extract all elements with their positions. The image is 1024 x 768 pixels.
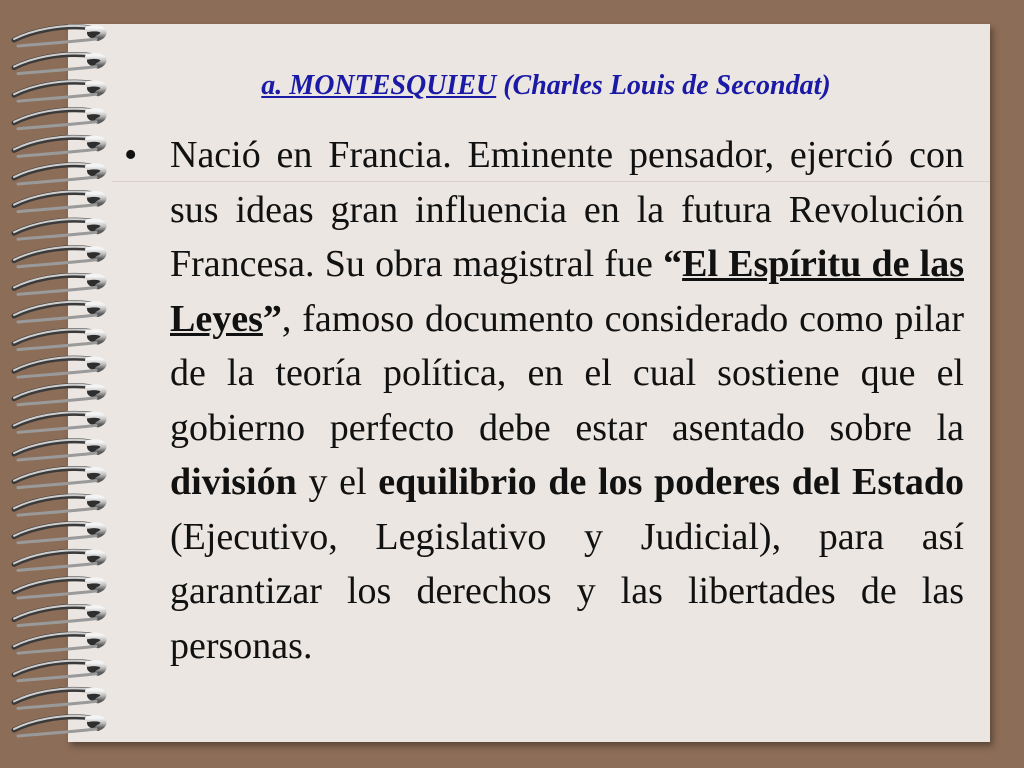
para-text-1: Nació en Francia. Eminente pensador, ejerció con sus ideas gran influencia en la futura Revolución Francesa. Su obra magistral fue: [170, 134, 964, 285]
quote-close: ”: [262, 297, 282, 340]
bold-equilibrio: equilibrio de los poderes del Estado: [378, 461, 964, 503]
spiral-binding-ring-icon: [14, 606, 105, 626]
slide-title: [0, 70, 1024, 102]
spiral-binding: [0, 8, 135, 752]
spiral-binding-ring-icon: [14, 661, 105, 681]
bold-division: división: [170, 461, 297, 503]
spiral-binding-ring-icon: [14, 26, 105, 46]
spiral-binding-ring-icon: [14, 385, 105, 405]
para-text-3: y el: [296, 461, 379, 503]
para-text-2: , famoso documento considerado como pilar de la teoría política, en el cual sostiene que el gobierno perfecto debe estar asentado sobre la: [170, 297, 964, 449]
spiral-binding-ring-icon: [14, 495, 105, 515]
spiral-binding-ring-icon: [14, 109, 105, 129]
spiral-binding-ring-icon: [14, 688, 105, 708]
book-title: El Espíritu de las Leyes: [170, 243, 964, 340]
spiral-binding-ring-icon: [14, 578, 105, 598]
spiral-binding-ring-icon: [14, 633, 105, 653]
spiral-binding-ring-icon: [14, 302, 105, 322]
spiral-binding-ring-icon: [14, 274, 105, 294]
spiral-binding-ring-icon: [14, 440, 105, 460]
spiral-binding-ring-icon: [14, 136, 105, 156]
spiral-binding-ring-icon: [14, 164, 105, 184]
spiral-binding-ring-icon: [14, 716, 105, 736]
spiral-binding-ring-icon: [14, 523, 105, 543]
title-name: a. MONTESQUIEU: [261, 70, 497, 101]
title-subtitle: (Charles Louis de Secondat): [503, 70, 831, 101]
bullet-list: [124, 128, 964, 673]
spiral-binding-ring-icon: [14, 219, 105, 239]
spiral-binding-ring-icon: [14, 412, 105, 432]
bullet-icon: •: [124, 134, 138, 176]
spiral-binding-ring-icon: [14, 192, 105, 212]
spiral-binding-ring-icon: [14, 468, 105, 488]
bullet-paragraph: [170, 128, 964, 673]
spiral-binding-ring-icon: [14, 357, 105, 377]
spiral-binding-ring-icon: [14, 330, 105, 350]
spiral-binding-ring-icon: [14, 550, 105, 570]
para-text-4: (Ejecutivo, Legislativo y Judicial), para así garantizar los derechos y las libertades de las personas.: [170, 515, 964, 667]
spiral-binding-ring-icon: [14, 247, 105, 267]
quote-open: “: [663, 243, 683, 285]
